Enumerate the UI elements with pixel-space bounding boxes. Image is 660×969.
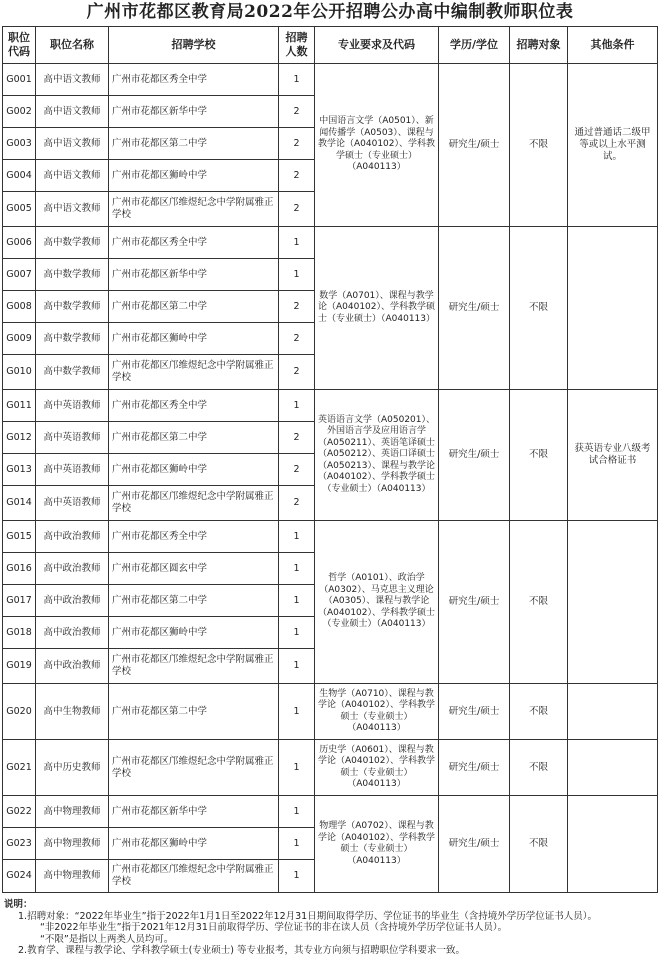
count-cell: 1 — [279, 227, 315, 259]
page-title: 广州市花都区教育局2022年公开招聘公办高中编制教师职位表 — [86, 2, 574, 22]
school-cell: 广州市花都区第二中学 — [109, 585, 279, 617]
code-cell: G009 — [3, 323, 36, 355]
name-cell: 高中语文教师 — [36, 128, 109, 160]
code-cell: G022 — [3, 796, 36, 828]
count-cell: 1 — [279, 828, 315, 860]
name-cell: 高中数学教师 — [36, 323, 109, 355]
header-school: 招聘学校 — [109, 27, 279, 64]
school-cell: 广州市花都区狮岭中学 — [109, 454, 279, 486]
major-cell-biology: 生物学（A0710）、课程与教学论（A040102）、学科教学硕士（专业硕士）（A040113） — [315, 684, 439, 740]
name-cell: 高中语文教师 — [36, 192, 109, 227]
school-cell: 广州市花都区秀全中学 — [109, 521, 279, 553]
code-cell: G013 — [3, 454, 36, 486]
school-cell: 广州市花都区第二中学 — [109, 291, 279, 323]
school-cell: 广州市花都区狮岭中学 — [109, 160, 279, 192]
count-cell: 2 — [279, 486, 315, 521]
name-cell: 高中政治教师 — [36, 553, 109, 585]
degree-cell-english: 研究生/硕士 — [439, 390, 510, 521]
school-cell: 广州市花都区狮岭中学 — [109, 323, 279, 355]
code-cell: G021 — [3, 740, 36, 796]
count-cell: 2 — [279, 323, 315, 355]
school-cell: 广州市花都区秀全中学 — [109, 390, 279, 422]
other-cell-physics — [568, 796, 658, 893]
target-cell-history: 不限 — [510, 740, 568, 796]
name-cell: 高中语文教师 — [36, 96, 109, 128]
other-cell-math — [568, 227, 658, 390]
table-row — [3, 64, 658, 96]
code-cell: G003 — [3, 128, 36, 160]
count-cell: 2 — [279, 355, 315, 390]
header-name: 职位名称 — [36, 27, 109, 64]
code-cell: G018 — [3, 617, 36, 649]
count-cell: 1 — [279, 740, 315, 796]
school-cell: 广州市花都区狮岭中学 — [109, 828, 279, 860]
code-cell: G014 — [3, 486, 36, 521]
major-cell-chinese: 中国语言文学（A0501）、新闻传播学（A0503）、课程与教学论（A040102）、学科教学硕士（专业硕士）（A040113） — [315, 64, 439, 227]
count-cell: 1 — [279, 521, 315, 553]
code-cell: G007 — [3, 259, 36, 291]
code-cell: G001 — [3, 64, 36, 96]
code-cell: G005 — [3, 192, 36, 227]
school-cell: 广州市花都区秀全中学 — [109, 64, 279, 96]
school-cell: 广州市花都区第二中学 — [109, 422, 279, 454]
school-cell: 广州市花都区新华中学 — [109, 96, 279, 128]
notes-heading: 说明： — [4, 899, 33, 910]
school-cell: 广州市花都区新华中学 — [109, 259, 279, 291]
school-cell: 广州市花都区第二中学 — [109, 684, 279, 740]
other-cell-history — [568, 740, 658, 796]
count-cell: 2 — [279, 160, 315, 192]
count-cell: 1 — [279, 553, 315, 585]
count-cell: 1 — [279, 860, 315, 893]
major-cell-math: 数学（A0701）、课程与教学论（A040102）、学科教学硕士（专业硕士）（A040113） — [315, 227, 439, 390]
table-row — [3, 390, 658, 422]
name-cell: 高中政治教师 — [36, 585, 109, 617]
count-cell: 2 — [279, 96, 315, 128]
header-other: 其他条件 — [568, 27, 658, 64]
major-cell-politics: 哲学（A0101）、政治学（A0302）、马克思主义理论（A0305）、课程与教学论（A040102）、学科教学硕士（专业硕士）（A040113） — [315, 521, 439, 684]
degree-cell-biology: 研究生/硕士 — [439, 684, 510, 740]
school-cell: 广州市花都区第二中学 — [109, 128, 279, 160]
target-cell-chinese: 不限 — [510, 64, 568, 227]
table-row — [3, 227, 658, 259]
school-cell: 广州市花都区圆玄中学 — [109, 553, 279, 585]
name-cell: 高中数学教师 — [36, 291, 109, 323]
code-cell: G006 — [3, 227, 36, 259]
major-cell-history: 历史学（A0601）、课程与教学论（A040102）、学科教学硕士（专业硕士）（A040113） — [315, 740, 439, 796]
school-cell: 广州市花都区秀全中学 — [109, 227, 279, 259]
other-cell-chinese: 通过普通话二级甲等或以上水平测试。 — [568, 64, 658, 227]
code-cell: G016 — [3, 553, 36, 585]
code-cell: G008 — [3, 291, 36, 323]
header-row — [3, 27, 658, 64]
code-cell: G023 — [3, 828, 36, 860]
table-row — [3, 796, 658, 828]
name-cell: 高中政治教师 — [36, 649, 109, 684]
table-row — [3, 684, 658, 740]
school-cell: 广州市花都区邝维煜纪念中学附属雅正学校 — [109, 355, 279, 390]
target-cell-politics: 不限 — [510, 521, 568, 684]
degree-cell-physics: 研究生/硕士 — [439, 796, 510, 893]
school-cell: 广州市花都区邝维煜纪念中学附属雅正学校 — [109, 649, 279, 684]
major-cell-physics: 物理学（A0702）、课程与教学论（A040102）、学科教学硕士（专业硕士）（A040113） — [315, 796, 439, 893]
count-cell: 2 — [279, 192, 315, 227]
other-cell-biology — [568, 684, 658, 740]
school-cell: 广州市花都区邝维煜纪念中学附属雅正学校 — [109, 486, 279, 521]
name-cell: 高中语文教师 — [36, 160, 109, 192]
name-cell: 高中语文教师 — [36, 64, 109, 96]
degree-cell-history: 研究生/硕士 — [439, 740, 510, 796]
count-cell: 2 — [279, 454, 315, 486]
degree-cell-politics: 研究生/硕士 — [439, 521, 510, 684]
major-cell-english: 英语语言文学（A050201）、外国语言学及应用语言学（A050211）、英语笔译硕士（A050212）、英语口译硕士（A050213）、课程与教学论（A040102）、学科教学硕士（专业硕士）（A040113） — [315, 390, 439, 521]
position-table — [2, 26, 658, 893]
school-cell: 广州市花都区邝维煜纪念中学附属雅正学校 — [109, 860, 279, 893]
notes-line-1b: “非2022年毕业生”指于2021年12月31日前取得学历、学位证书的非在读人员（含持境外学历学位证书人员）。 — [40, 922, 508, 934]
count-cell: 2 — [279, 291, 315, 323]
header-target: 招聘对象 — [510, 27, 568, 64]
name-cell: 高中数学教师 — [36, 259, 109, 291]
name-cell: 高中数学教师 — [36, 227, 109, 259]
notes-section — [4, 899, 654, 957]
school-cell: 广州市花都区新华中学 — [109, 796, 279, 828]
other-cell-english: 获英语专业八级考试合格证书 — [568, 390, 658, 521]
name-cell: 高中物理教师 — [36, 796, 109, 828]
other-cell-politics — [568, 521, 658, 684]
header-major: 专业要求及代码 — [315, 27, 439, 64]
school-cell: 广州市花都区邝维煜纪念中学附属雅正学校 — [109, 740, 279, 796]
count-cell: 1 — [279, 390, 315, 422]
code-cell: G015 — [3, 521, 36, 553]
code-cell: G012 — [3, 422, 36, 454]
degree-cell-math: 研究生/硕士 — [439, 227, 510, 390]
count-cell: 1 — [279, 617, 315, 649]
code-cell: G010 — [3, 355, 36, 390]
degree-cell-chinese: 研究生/硕士 — [439, 64, 510, 227]
code-cell: G020 — [3, 684, 36, 740]
target-cell-english: 不限 — [510, 390, 568, 521]
name-cell: 高中生物教师 — [36, 684, 109, 740]
name-cell: 高中政治教师 — [36, 521, 109, 553]
target-cell-biology: 不限 — [510, 684, 568, 740]
table-row — [3, 521, 658, 553]
header-code: 职位代码 — [3, 27, 36, 64]
target-cell-physics: 不限 — [510, 796, 568, 893]
count-cell: 1 — [279, 64, 315, 96]
name-cell: 高中历史教师 — [36, 740, 109, 796]
count-cell: 1 — [279, 259, 315, 291]
table-row — [3, 740, 658, 796]
notes-line-1c: “不限”是指以上两类人员均可。 — [40, 933, 174, 945]
name-cell: 高中英语教师 — [36, 390, 109, 422]
name-cell: 高中英语教师 — [36, 422, 109, 454]
count-cell: 1 — [279, 585, 315, 617]
header-count: 招聘人数 — [279, 27, 315, 64]
header-degree: 学历/学位 — [439, 27, 510, 64]
count-cell: 1 — [279, 649, 315, 684]
notes-line-2: 2.教育学、课程与教学论、学科教学硕士(专业硕士) 等专业报考，其专业方向须与招聘职位学科要求一致。 — [18, 945, 465, 957]
code-cell: G011 — [3, 390, 36, 422]
name-cell: 高中物理教师 — [36, 860, 109, 893]
school-cell: 广州市花都区狮岭中学 — [109, 617, 279, 649]
name-cell: 高中政治教师 — [36, 617, 109, 649]
code-cell: G017 — [3, 585, 36, 617]
name-cell: 高中物理教师 — [36, 828, 109, 860]
school-cell: 广州市花都区邝维煜纪念中学附属雅正学校 — [109, 192, 279, 227]
target-cell-math: 不限 — [510, 227, 568, 390]
code-cell: G024 — [3, 860, 36, 893]
name-cell: 高中英语教师 — [36, 486, 109, 521]
code-cell: G002 — [3, 96, 36, 128]
count-cell: 1 — [279, 796, 315, 828]
count-cell: 1 — [279, 684, 315, 740]
name-cell: 高中英语教师 — [36, 454, 109, 486]
name-cell: 高中数学教师 — [36, 355, 109, 390]
code-cell: G019 — [3, 649, 36, 684]
count-cell: 2 — [279, 128, 315, 160]
code-cell: G004 — [3, 160, 36, 192]
notes-line-1: 1.招聘对象：“2022年毕业生”指于2022年1月1日至2022年12月31日期间取得学历、学位证书的毕业生（含持境外学历学位证书人员）。 — [18, 910, 597, 922]
count-cell: 2 — [279, 422, 315, 454]
